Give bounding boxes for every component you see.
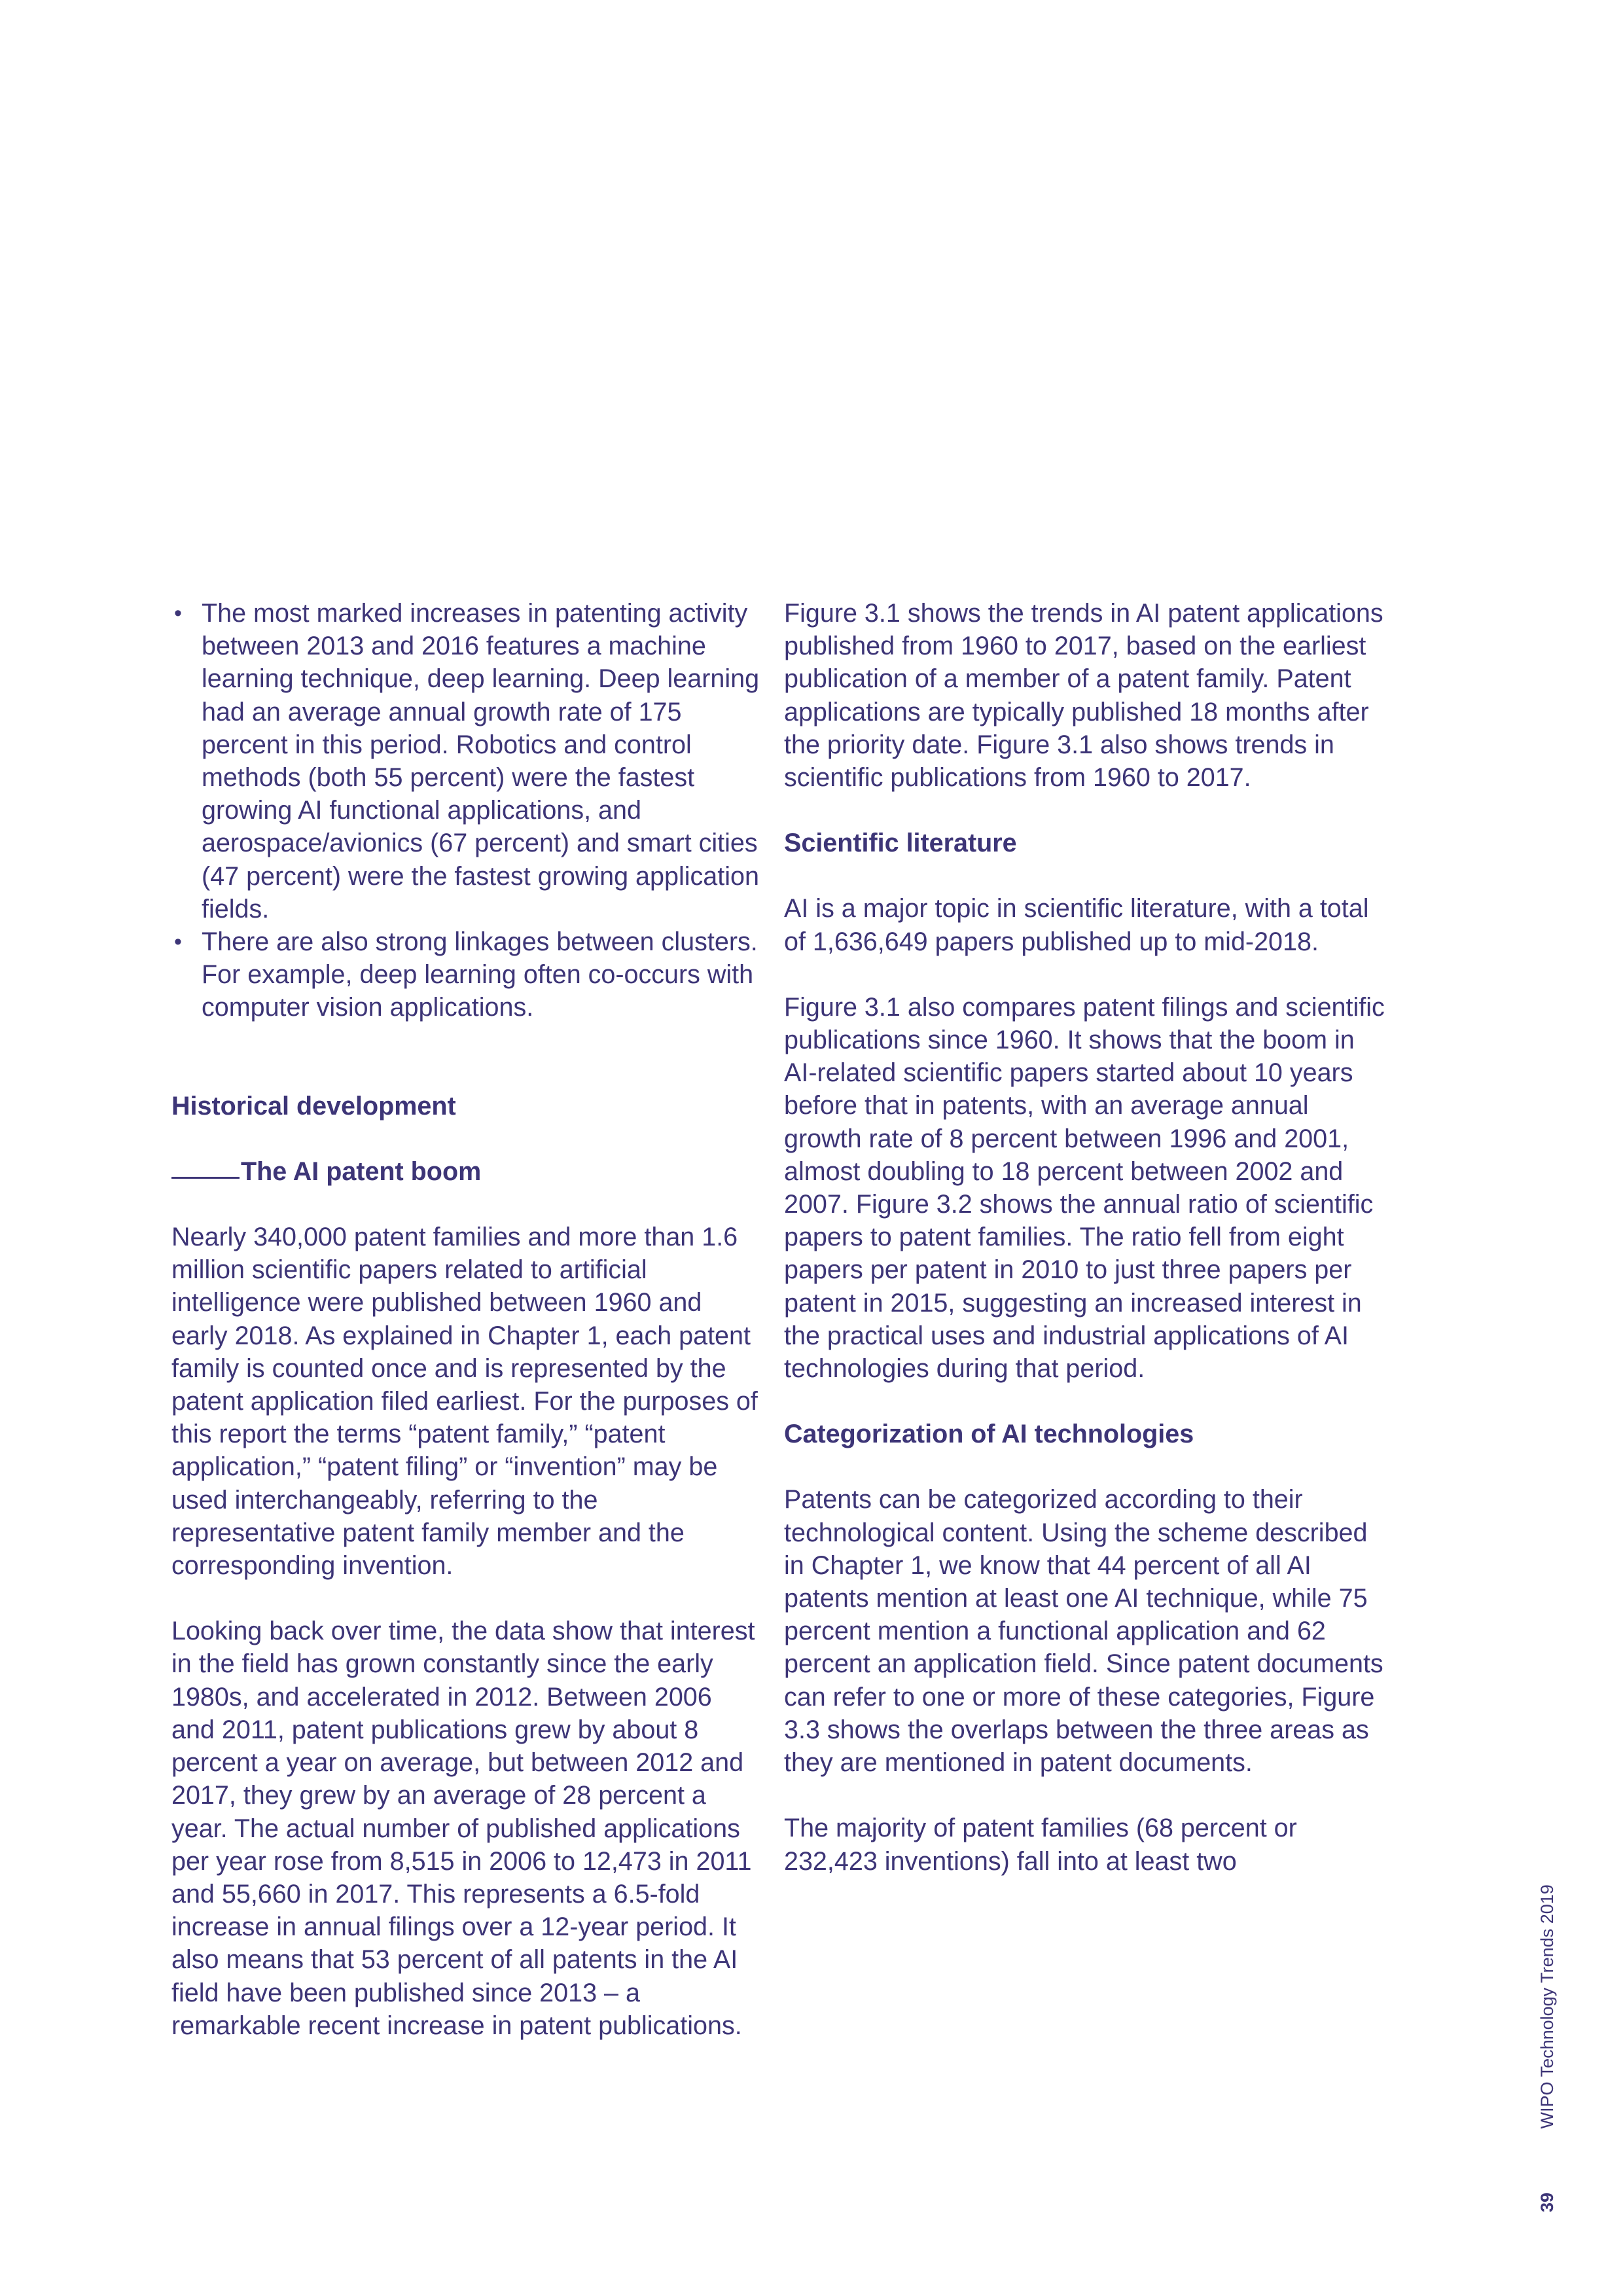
section-heading-scientific: Scientific literature <box>784 829 1017 858</box>
heading-rule <box>171 1177 240 1179</box>
bullet-item <box>171 597 760 925</box>
summary-bullet-list <box>171 597 760 1024</box>
bullet-item <box>171 925 760 1024</box>
body-paragraph: Figure 3.1 also compares patent filings and scientific publications since 1960. It shows that the boom in AI-related scientific papers started about 10 years before that in patents, with an average annual growth rate of 8 percent between 1996 and 2001, almost doubling to 18 percent between 2002 and 2007. Figure 3.2 shows the annual ratio of scientific papers to patent families. The ratio fell from eight papers per patent in 2010 to just three papers per patent in 2015, suggesting an increased interest in the practical uses and industrial applications of AI technologies during that period. <box>784 992 1385 1384</box>
bullet-text: There are also strong linkages between clusters. For example, deep learning often co-occurs with computer vision applications. <box>202 927 758 1022</box>
page-footer <box>1538 1806 1564 2212</box>
page-number: 39 <box>1537 2192 1557 2212</box>
bullet-dot-icon: • <box>174 601 182 626</box>
bullet-dot-icon: • <box>174 929 182 955</box>
body-paragraph: Nearly 340,000 patent families and more than 1.6 million scientific papers related to artificial intelligence were published between 1960 and early 2018. As explained in Chapter 1, each patent family is counted once and is represented by the patent application filed earliest. For the purposes of this report the terms “patent family,” “patent application,” “patent filing” or “invention” may be used interchangeably, referring to the representative patent family member and the corresponding invention. <box>171 1223 758 1581</box>
body-paragraph: Patents can be categorized according to their technological content. Using the scheme described in Chapter 1, we know that 44 percent of all AI patents mention at least one AI technique, while 75 percent mention a functional application and 62 percent an application field. Since patent documents can refer to one or more of these categories, Figure 3.3 shows the overlaps between the three areas as they are mentioned in patent documents. <box>784 1485 1383 1778</box>
subsection-heading-text: The AI patent boom <box>241 1157 482 1186</box>
running-footer <box>1537 1884 1558 2212</box>
right-column <box>784 597 1393 1910</box>
body-paragraph: AI is a major topic in scientific literature, with a total of 1,636,649 papers published up to mid-2018. <box>784 894 1369 956</box>
bullet-text: The most marked increases in patenting activity between 2013 and 2016 features a machine learning technique, deep learning. Deep learning had an average annual growth rate of 175 percent in this period. Robotics and control methods (both 55 percent) were the fastest growing AI functional applications, and aerospace/avionics (67 percent) and smart cities (47 percent) were the fastest growing application fields. <box>202 599 760 924</box>
subsection-heading-boom <box>171 1155 760 1188</box>
intro-paragraph: Figure 3.1 shows the trends in AI patent applications published from 1960 to 2017, based on the earliest publication of a member of a patent family. Patent applications are typically published 18 months after the priority date. Figure 3.1 also shows trends in scientific publications from 1960 to 2017. <box>784 599 1383 793</box>
left-column <box>171 597 760 2075</box>
body-paragraph: The majority of patent families (68 percent or 232,423 inventions) fall into at least two <box>784 1814 1297 1876</box>
publication-title: WIPO Technology Trends 2019 <box>1537 1884 1557 2129</box>
section-heading-categorization: Categorization of AI technologies <box>784 1420 1194 1449</box>
section-heading-historical: Historical development <box>171 1091 456 1121</box>
body-paragraph: Looking back over time, the data show that interest in the field has grown constantly since the early 1980s, and accelerated in 2012. Between 2006 and 2011, patent publications grew by about 8 percent a year on average, but between 2012 and 2017, they grew by an average of 28 percent a year. The actual number of published applications per year rose from 8,515 in 2006 to 12,473 in 2011 and 55,660 in 2017. This represents a 6.5-fold increase in annual filings over a 12-year period. It also means that 53 percent of all patents in the AI field have been published since 2013 – a remarkable recent increase in patent publications. <box>171 1617 755 2040</box>
